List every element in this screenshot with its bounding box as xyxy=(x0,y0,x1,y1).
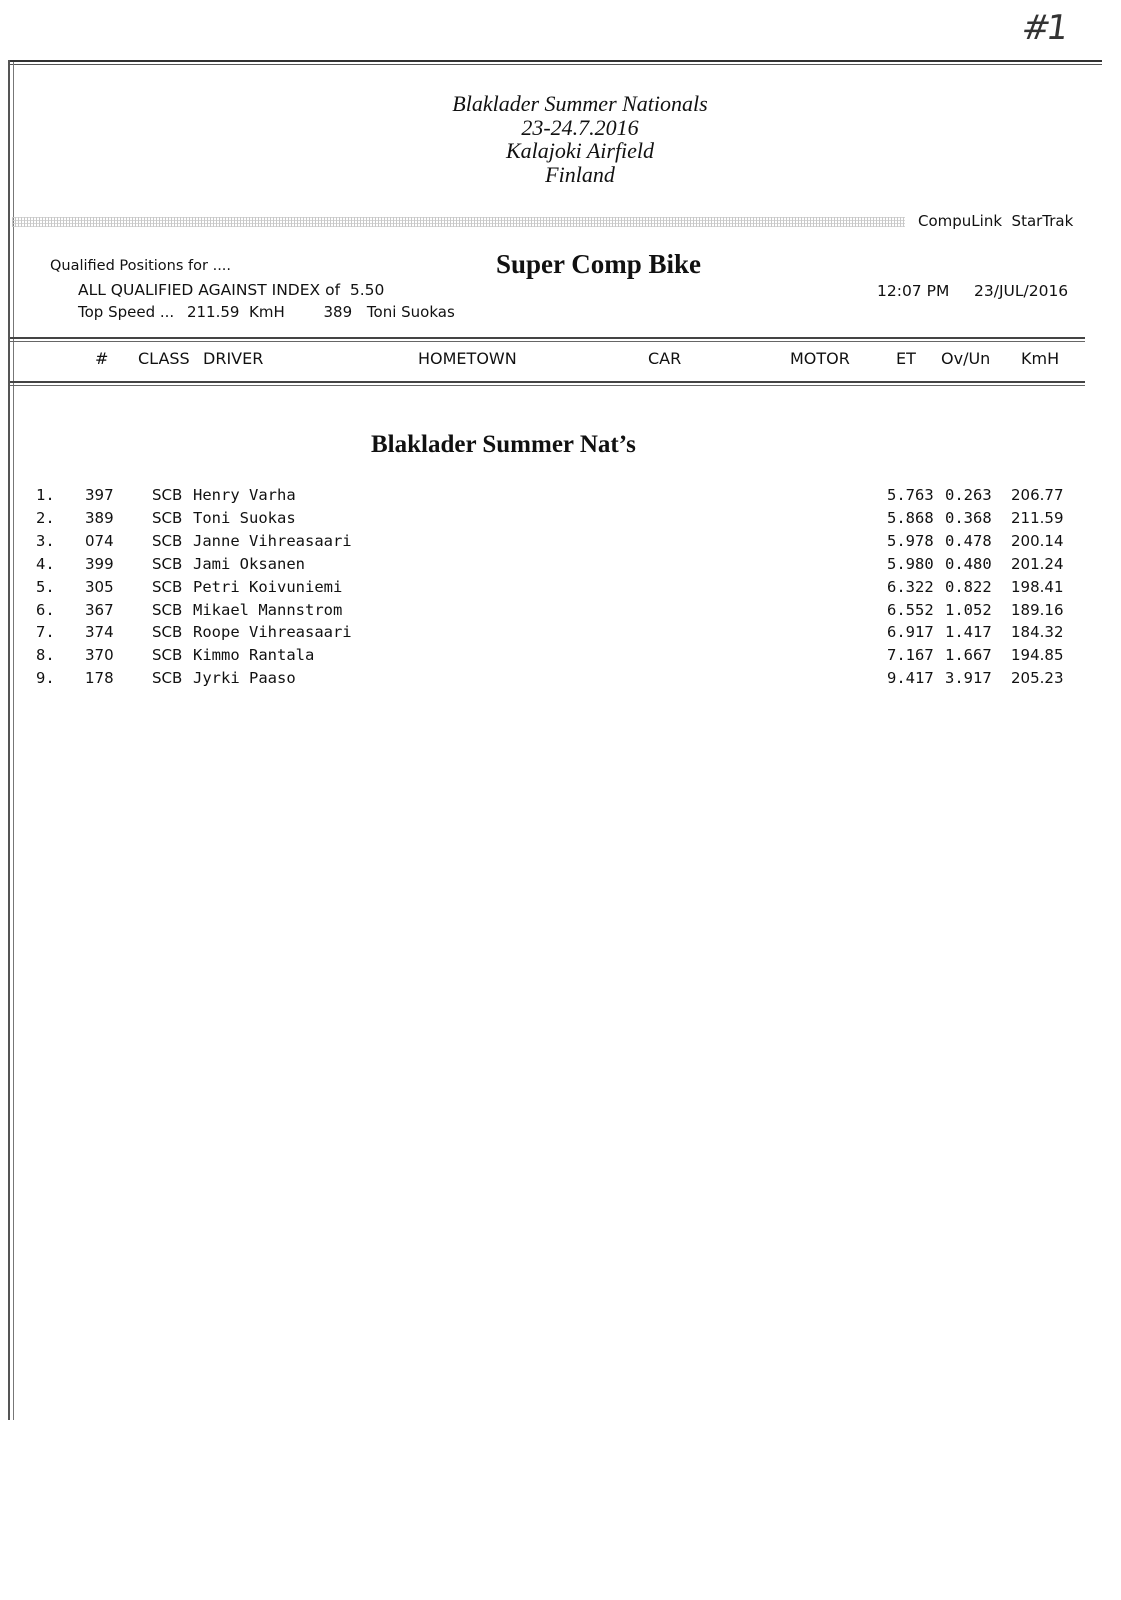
event-country: Finland xyxy=(545,161,615,187)
result-number: 178 xyxy=(85,669,114,688)
top-speed-driver: Toni Suokas xyxy=(366,303,455,321)
result-ov-un: 0.263 xyxy=(945,486,992,504)
table-row xyxy=(0,623,1121,646)
result-number: 389 xyxy=(85,508,114,527)
result-driver: Toni Suokas xyxy=(193,508,296,527)
result-driver: Jami Oksanen xyxy=(193,554,305,573)
result-position: 5. xyxy=(36,577,55,596)
qualified-index-text: ALL QUALIFIED AGAINST INDEX of 5.50 xyxy=(78,281,385,299)
result-position: 9. xyxy=(36,669,55,688)
class-title: Super Comp Bike xyxy=(496,249,702,279)
column-header-ov-un: Ov/Un xyxy=(941,349,991,368)
result-ov-un: 1.052 xyxy=(945,600,992,619)
result-number: 399 xyxy=(85,554,114,573)
result-kmh: 194.85 xyxy=(1011,646,1064,665)
table-row xyxy=(0,555,1121,578)
column-header-driver: DRIVER xyxy=(203,349,264,368)
event-title-block xyxy=(380,92,780,186)
header-bottom-line-inner xyxy=(10,385,1085,386)
result-class: SCB xyxy=(152,623,183,642)
result-ov-un: 3.917 xyxy=(945,669,992,688)
header-bottom-line xyxy=(10,381,1085,383)
result-driver: Roope Vihreasaari xyxy=(193,623,352,642)
result-kmh: 189.16 xyxy=(1011,600,1064,619)
result-class: SCB xyxy=(152,486,183,504)
table-row xyxy=(0,532,1121,555)
column-header-et: ET xyxy=(896,349,916,368)
result-et: 6.322 xyxy=(887,577,934,596)
result-et: 6.917 xyxy=(887,623,934,642)
result-kmh: 184.32 xyxy=(1011,623,1064,642)
table-row xyxy=(0,669,1121,692)
result-driver: Petri Koivuniemi xyxy=(193,577,343,596)
table-row xyxy=(0,646,1121,669)
result-ov-un: 1.667 xyxy=(945,646,992,665)
result-position: 7. xyxy=(36,623,55,642)
result-kmh: 205.23 xyxy=(1011,669,1064,688)
report-time: 12:07 PM xyxy=(877,282,950,300)
frame-top-line xyxy=(10,60,1102,62)
result-et: 9.417 xyxy=(887,669,934,688)
result-driver: Janne Vihreasaari xyxy=(193,531,352,550)
frame-top-line-inner xyxy=(10,64,1102,65)
result-driver: Jyrki Paaso xyxy=(193,669,296,688)
result-et: 5.978 xyxy=(887,531,934,550)
result-class: SCB xyxy=(152,577,183,596)
result-driver: Kimmo Rantala xyxy=(193,646,315,665)
result-ov-un: 0.478 xyxy=(945,531,992,550)
result-position: 3. xyxy=(36,531,55,550)
result-number: 367 xyxy=(85,600,114,619)
column-header-motor: MOTOR xyxy=(790,349,850,368)
result-kmh: 198.41 xyxy=(1011,577,1064,596)
top-speed-line xyxy=(78,303,455,321)
header-top-line-inner xyxy=(10,341,1085,342)
report-date: 23/JUL/2016 xyxy=(974,282,1069,300)
frame-left-line-inner xyxy=(13,62,14,1420)
column-header-class: CLASS xyxy=(138,349,190,368)
section-title: Blaklader Summer Nat’s xyxy=(371,431,636,458)
result-kmh: 200.14 xyxy=(1011,531,1064,550)
result-number: 074 xyxy=(85,531,114,550)
result-class: SCB xyxy=(152,600,183,619)
result-kmh: 211.59 xyxy=(1011,508,1064,527)
column-header-car: CAR xyxy=(648,349,682,368)
result-et: 7.167 xyxy=(887,646,934,665)
result-et: 5.868 xyxy=(887,508,934,527)
brand-label: CompuLink StarTrak xyxy=(918,212,1074,230)
column-header-number: # xyxy=(95,349,109,368)
event-dates: 23-24.7.2016 xyxy=(521,114,639,140)
result-class: SCB xyxy=(152,669,183,688)
top-speed-number: 389 xyxy=(323,303,353,321)
result-kmh: 206.77 xyxy=(1011,486,1064,504)
result-number: 305 xyxy=(85,577,114,596)
top-speed-label: Top Speed ... xyxy=(78,303,175,321)
handwritten-page-mark: #1 xyxy=(1019,8,1067,48)
column-header-hometown: HOMETOWN xyxy=(418,349,517,368)
result-ov-un: 0.822 xyxy=(945,577,992,596)
result-class: SCB xyxy=(152,646,183,665)
dotted-separator-band xyxy=(12,217,905,227)
header-top-line xyxy=(10,337,1085,339)
result-number: 370 xyxy=(85,646,114,665)
qualified-positions-label: Qualified Positions for .... xyxy=(50,258,232,274)
result-position: 4. xyxy=(36,554,55,573)
result-position: 1. xyxy=(36,486,55,504)
column-header-kmh: KmH xyxy=(1021,349,1060,368)
result-number: 397 xyxy=(85,486,114,504)
result-class: SCB xyxy=(152,554,183,573)
result-position: 8. xyxy=(36,646,55,665)
table-row xyxy=(0,578,1121,601)
event-venue: Kalajoki Airfield xyxy=(505,138,655,163)
result-number: 374 xyxy=(85,623,114,642)
result-position: 2. xyxy=(36,508,55,527)
result-kmh: 201.24 xyxy=(1011,554,1064,573)
event-name: Blaklader Summer Nationals xyxy=(452,91,708,116)
result-ov-un: 0.480 xyxy=(945,554,992,573)
result-driver: Mikael Mannstrom xyxy=(193,600,343,619)
result-class: SCB xyxy=(152,531,183,550)
result-et: 6.552 xyxy=(887,600,934,619)
result-ov-un: 1.417 xyxy=(945,623,992,642)
table-row xyxy=(0,601,1121,624)
table-row xyxy=(0,509,1121,532)
result-ov-un: 0.368 xyxy=(945,508,992,527)
table-row xyxy=(0,486,1121,509)
frame-left-line xyxy=(8,60,10,1420)
result-et: 5.980 xyxy=(887,554,934,573)
result-et: 5.763 xyxy=(887,486,934,504)
result-driver: Henry Varha xyxy=(193,486,296,504)
top-speed-value: 211.59 KmH xyxy=(186,303,285,321)
result-class: SCB xyxy=(152,508,183,527)
result-position: 6. xyxy=(36,600,55,619)
